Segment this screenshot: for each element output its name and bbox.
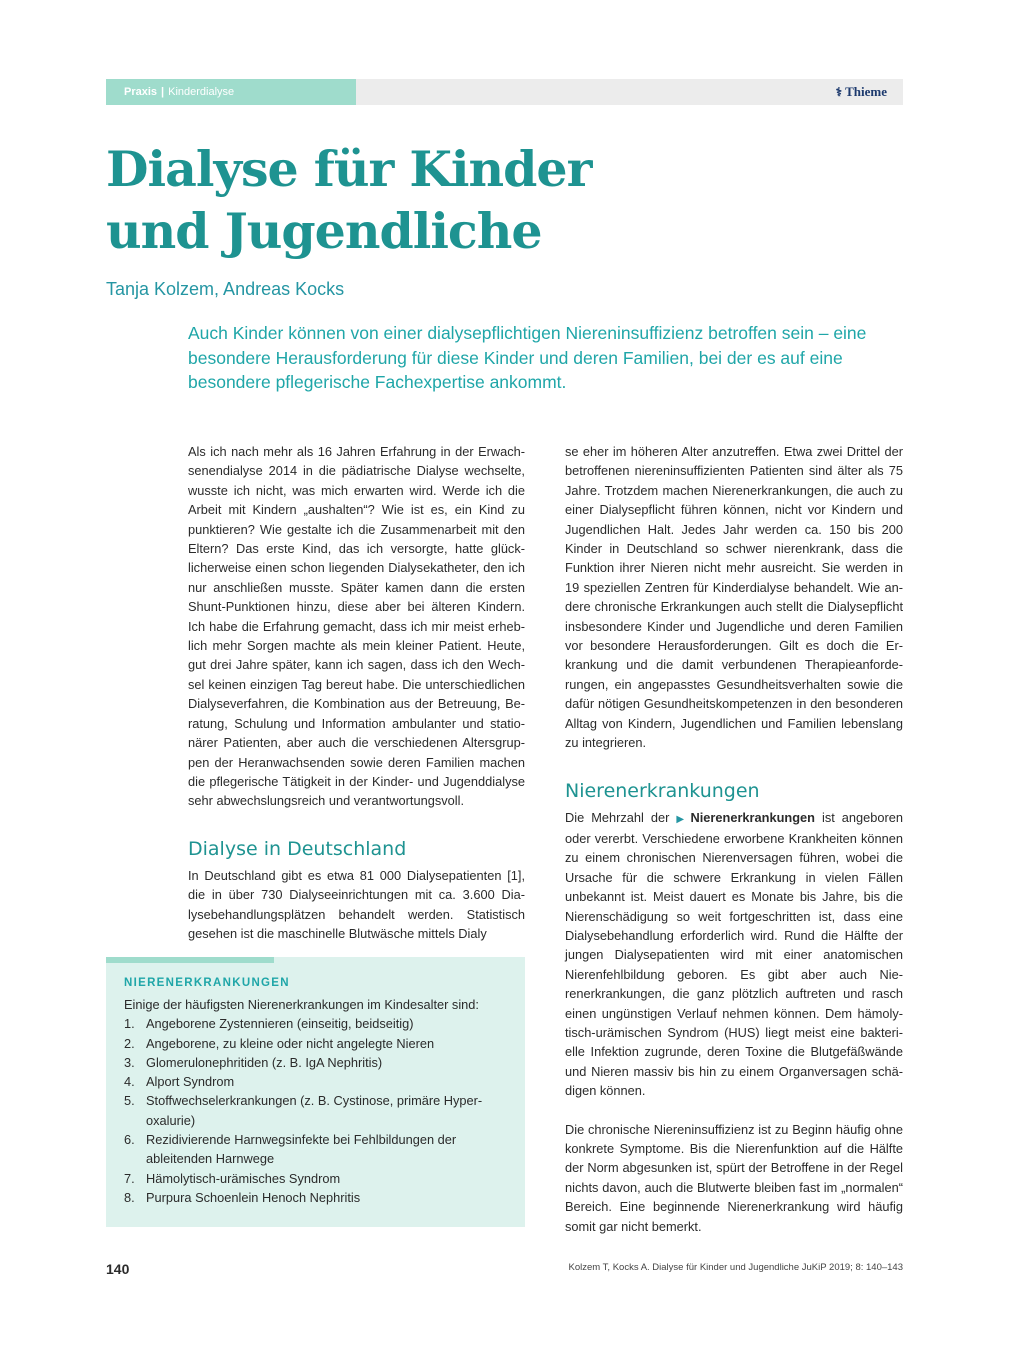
list-item — [124, 1130, 507, 1169]
info-box-list — [124, 1014, 507, 1207]
info-box-accent-stripe — [106, 957, 274, 963]
section2-post-text: ist angeboren oder vererbt. Verschiedene erworbene Krankheiten können zu einem chronischen Nierenversagen führen, wobei die Ursache für die schwere Erkrankung in vielen Fällen unbekannt ist. Meist dauert es Monate bis Jahre, bis die Nierenschädigung so weit fortgeschritten ist, dass eine Dialysebehandlung erforderlich wird. Rund die Hälfte der jungen Dialysepatienten wird mit einer anatomischen Nierenfehlbildung geboren. Es gibt aber auch Nierenerkrankungen, die ganz plötzlich auftreten und rasch einen ungünstigen Verlauf nehmen können. Dem hämolytisch-urämischen Syndrom (HUS) liegt meist eine bakterielle Infektion zugrunde, deren Toxine die Blutgefäßwände und Nieren massiv bis hin zu einem Organversagen schädigen können. — [565, 809, 903, 1099]
list-item-number: 1. — [124, 1016, 135, 1032]
section1-paragraph-continued: se eher im höheren Alter anzutreffen. Etwa zwei Drittel der betroffenen niereninsuffizienten Patienten sind älter als 75 Jahre. Trotzdem machen Nierenerkrankungen, die auch zu einer Dialysepflicht führen können, nicht vor Kindern und Jugendlichen Halt. Jedes Jahr werden ca. 150 bis 200 Kinder in Deutschland so schwer nierenkrank, dass die Funktion ihrer Nieren nicht mehr ausreicht. Sie werden in 19 speziellen Zentren für Kinderdialyse behandelt. Wie andere chronische Erkrankungen auch stellt die Dialysepflicht insbesondere Kinder und Jugendliche und deren Familien vor besondere Herausforderungen. Gilt es doch die Erkrankung und die damit verbundenen Therapieanforderungen, ein angepasstes Gesundheitsverhalten sowie die dafür nötigen Gesundheitskompetenzen in den besonderen Alltag von Kindern, Jugendlichen und Familien lebenslang zu integrieren. — [565, 444, 903, 751]
triangle-arrow-icon: ▶ — [676, 813, 688, 825]
list-item — [124, 1053, 507, 1072]
section-label: Praxis — [124, 86, 158, 98]
list-item-text: Glomerulonephritiden (z. B. IgA Nephritis) — [146, 1054, 383, 1070]
list-item-number: 4. — [124, 1074, 135, 1090]
list-item-text: Hämolytisch-urämisches Syndrom — [146, 1170, 341, 1186]
subsection-label: Kinderdialyse — [168, 86, 235, 98]
header-bar — [356, 79, 903, 105]
list-item-number: 8. — [124, 1189, 135, 1205]
section2-paragraph-2: Die chronische Niereninsuffizienz ist zu Beginn häufig ohne konkrete Symptome. Bis die Nierenfunktion auf die Hälfte der Norm abgesunken ist, spürt der Betroffene in der Regel nichts davon, auch die Blutwerte bleiben fast im „normalen“ Bereich. Eine beginnende Nierenerkrankung wird häufig somit gar nicht bemerkt. — [565, 1121, 903, 1234]
left-column — [188, 442, 525, 943]
section-heading-nierenerkrankungen: Nierenerkrankungen — [565, 779, 760, 802]
list-item — [124, 1072, 507, 1091]
article-authors: Tanja Kolzem, Andreas Kocks — [106, 279, 345, 299]
section-separator: | — [161, 86, 165, 98]
intro-paragraph: Als ich nach mehr als 16 Jahren Erfahrung in der Erwachsenendialyse 2014 in die pädiatrische Dialyse wechselte, wusste ich nicht, was mich erwarten wird. Werde ich die Arbeit mit Kindern „aushalten“? Wie ist es, ein Kind zu punktieren? Wie gestalte ich die Zusammenarbeit mit den Eltern? Das erste Kind, das ich versorgte, hatte glücklicherweise einen schon liegenden Dialysekatheter, den ich nur anschließen musste. Später kamen dann die ersten Shunt-Punktionen hinzu, diese aber bei älteren Kindern. Ich habe die Erfahrung gemacht, dass ich mir meist erheblich mehr Sorgen machte als mein kleiner Patient. Heute, gut drei Jahre später, kann ich sagen, dass ich den Wechsel keinen einzigen Tag bereut habe. Die unterschiedlichen Dialyseverfahren, die Kombination aus der Betreuung, Beratung, Schulung und Information ambulanter und stationärer Patienten, aber auch die verschiedenen Altersgruppen der Heranwachsenden sowie deren Familien machen die pflegerische Tätigkeit in der Kinder- und Jugenddialyse sehr abwechslungsreich und verantwortungsvoll. — [188, 444, 525, 809]
section1-paragraph-start: In Deutschland gibt es etwa 81 000 Dialysepatienten [1], die in über 730 Dialyseeinrichtungen mit ca. 3.600 Dialysebehandlungsplätzen behandelt werden. Statistisch gesehen ist die maschinelle Blutwäsche mittels Dialy — [188, 867, 525, 941]
list-item-text: Purpura Schoenlein Henoch Nephritis — [146, 1189, 361, 1205]
citation-line: Kolzem T, Kocks A. Dialyse für Kinder und Jugendliche JuKiP 2019; 8: 140–143 — [568, 1262, 903, 1273]
keyword-link[interactable]: Nierenerkrankungen — [690, 809, 815, 825]
thieme-logo-icon: ⚕ — [835, 85, 843, 99]
list-item — [124, 1188, 507, 1207]
info-box-title: NIERENERKRANKUNGEN — [124, 977, 290, 989]
list-item-number: 7. — [124, 1170, 135, 1186]
list-item-number: 2. — [124, 1035, 135, 1051]
list-item — [124, 1014, 507, 1033]
section-header — [106, 79, 356, 105]
list-item-number: 3. — [124, 1054, 135, 1070]
right-column — [565, 442, 903, 1236]
info-box-intro: Einige der häufigsten Nierenerkrankungen im Kindesalter sind: — [124, 997, 479, 1012]
article-lead: Auch Kinder können von einer dialysepflichtigen Niereninsuffizienz betroffen sein – eine besondere Herausforderung für diese Kinder und deren Familien, bei der es auf eine besondere pflegerische Fachexpertise ankommt. — [188, 323, 867, 392]
title-line-1: Dialyse für Kinder — [106, 140, 592, 198]
list-item-text: Alport Syndrom — [146, 1074, 235, 1090]
list-item — [124, 1091, 507, 1130]
publisher-logo — [836, 79, 887, 105]
list-item — [124, 1034, 507, 1053]
page-number: 140 — [106, 1261, 130, 1277]
list-item-text: Rezidivierende Harnwegsinfekte bei Fehlbildungen der ableitenden Harnwege — [146, 1132, 457, 1167]
list-item-text: Angeborene, zu kleine oder nicht angelegte Nieren — [146, 1035, 435, 1051]
info-box — [106, 957, 525, 1227]
title-line-2: und Jugendliche — [106, 202, 542, 260]
section2-pre-text: Die Mehrzahl der — [565, 809, 670, 825]
list-item — [124, 1169, 507, 1188]
list-item-number: 5. — [124, 1093, 135, 1109]
list-item-text: Stoffwechselerkrankungen (z. B. Cystinose, primäre Hyperoxalurie) — [146, 1093, 483, 1128]
publisher-name: Thieme — [845, 84, 887, 99]
list-item-number: 6. — [124, 1132, 135, 1148]
section2-paragraph — [565, 808, 903, 1101]
article-title — [106, 138, 591, 262]
list-item-text: Angeborene Zystennieren (einseitig, beidseitig) — [146, 1016, 414, 1032]
section-heading-dialyse-deutschland: Dialyse in Deutschland — [188, 837, 407, 860]
